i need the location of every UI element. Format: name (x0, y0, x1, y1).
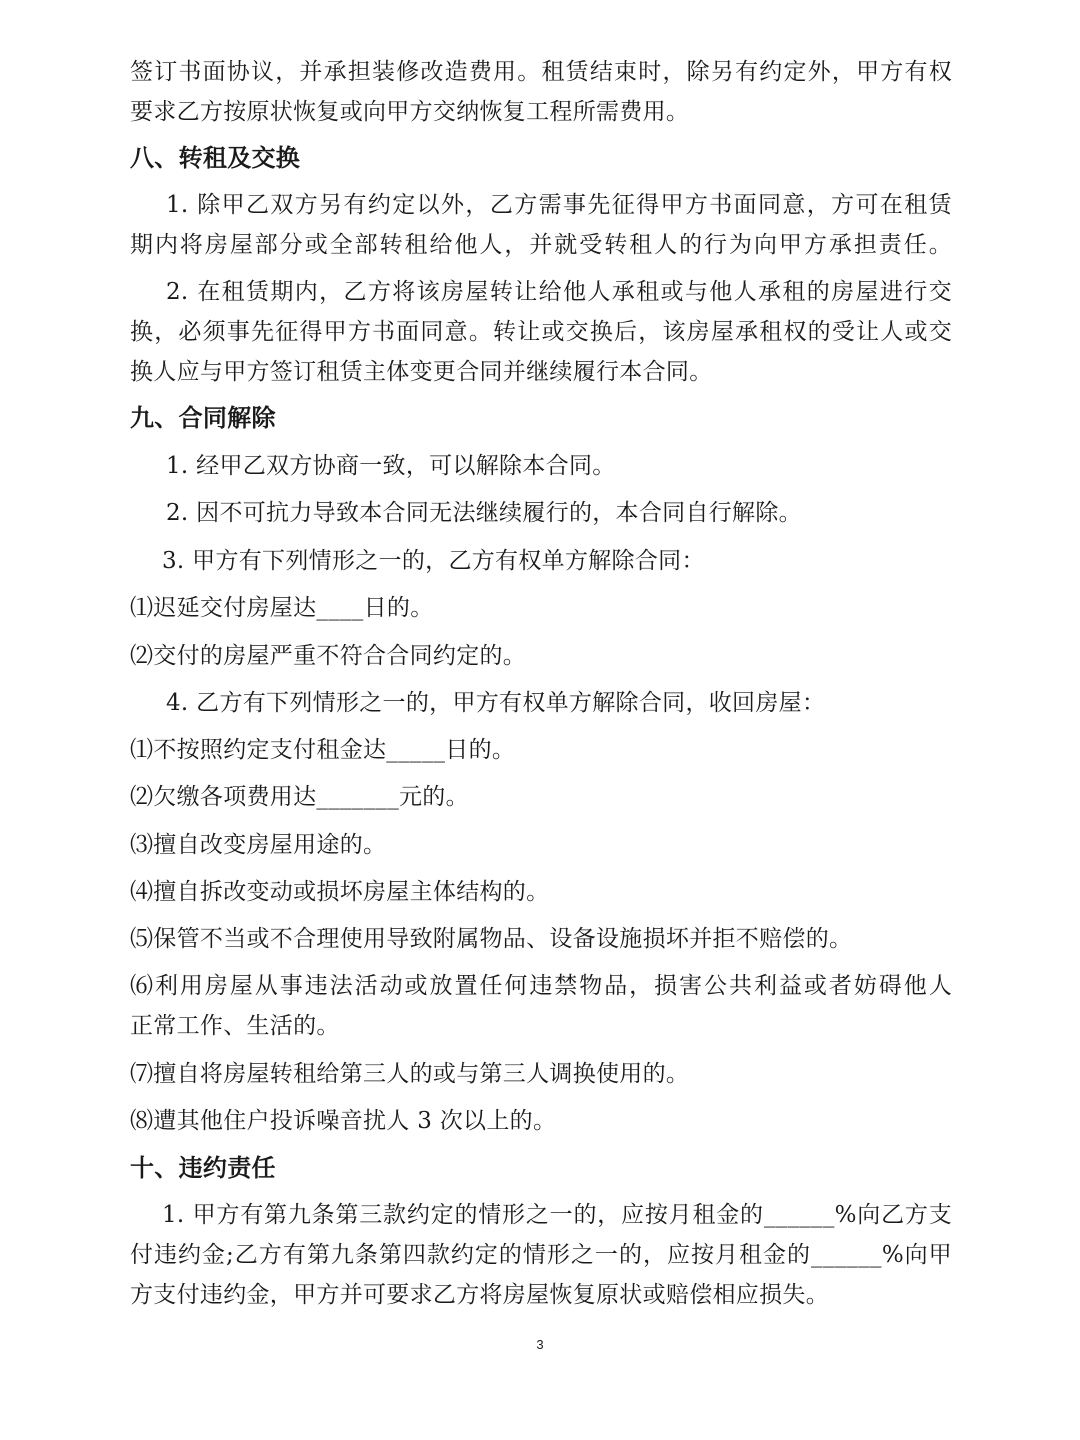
body-text-line: ⑵欠缴各项费用达_______元的。 (130, 784, 469, 810)
body-text-line: ⑷擅自拆改变动或损坏房屋主体结构的。 (130, 879, 550, 905)
section-heading: 八、转租及交换 (130, 143, 301, 172)
body-text-line: 1. 甲方有第九条第三款约定的情形之一的，应按月租金的______%向乙方支 (162, 1202, 952, 1228)
body-text-line: 签订书面协议，并承担装修改造费用。租赁结束时，除另有约定外，甲方有权 (130, 59, 952, 85)
body-text-line: 1. 除甲乙双方另有约定以外，乙方需事先征得甲方书面同意，方可在租赁 (166, 192, 952, 218)
body-text-line: 2. 在租赁期内，乙方将该房屋转让给他人承租或与他人承租的房屋进行交 (166, 279, 952, 305)
body-text-line: 3. 甲方有下列情形之一的，乙方有权单方解除合同： (162, 548, 705, 574)
body-text-line: 1. 经甲乙双方协商一致，可以解除本合同。 (166, 453, 616, 479)
body-text-line: ⑻遭其他住户投诉噪音扰人 3 次以上的。 (130, 1108, 557, 1134)
body-text-line: 付违约金;乙方有第九条第四款约定的情形之一的，应按月租金的______%向甲 (130, 1242, 952, 1268)
body-text-line: ⑸保管不当或不合理使用导致附属物品、设备设施损坏并拒不赔偿的。 (130, 926, 853, 952)
section-heading: 十、违约责任 (130, 1153, 276, 1182)
body-text-line: ⑺擅自将房屋转租给第三人的或与第三人调换使用的。 (130, 1061, 690, 1087)
body-text-line: ⑴迟延交付房屋达____日的。 (130, 595, 434, 621)
body-text-line: 方支付违约金，甲方并可要求乙方将房屋恢复原状或赔偿相应损失。 (130, 1282, 829, 1308)
body-text-line: ⑹利用房屋从事违法活动或放置任何违禁物品，损害公共利益或者妨碍他人 (130, 973, 952, 999)
body-text-line: ⑶擅自改变房屋用途的。 (130, 832, 387, 858)
body-text-line: ⑵交付的房屋严重不符合合同约定的。 (130, 643, 527, 669)
body-text-line: 正常工作、生活的。 (130, 1013, 340, 1039)
body-text-line: 期内将房屋部分或全部转租给他人，并就受转租人的行为向甲方承担责任。 (130, 232, 952, 258)
body-text-line: 换人应与甲方签订租赁主体变更合同并继续履行本合同。 (130, 359, 713, 385)
body-text-line: 2. 因不可抗力导致本合同无法继续履行的，本合同自行解除。 (166, 500, 802, 526)
body-text-line: 换，必须事先征得甲方书面同意。转让或交换后，该房屋承租权的受让人或交 (130, 319, 952, 345)
section-heading: 九、合同解除 (130, 403, 276, 432)
page-number: 3 (536, 1337, 544, 1352)
body-text-line: ⑴不按照约定支付租金达_____日的。 (130, 737, 516, 763)
body-text-line: 要求乙方按原状恢复或向甲方交纳恢复工程所需费用。 (130, 99, 690, 125)
body-text-line: 4. 乙方有下列情形之一的，甲方有权单方解除合同，收回房屋： (166, 690, 826, 716)
